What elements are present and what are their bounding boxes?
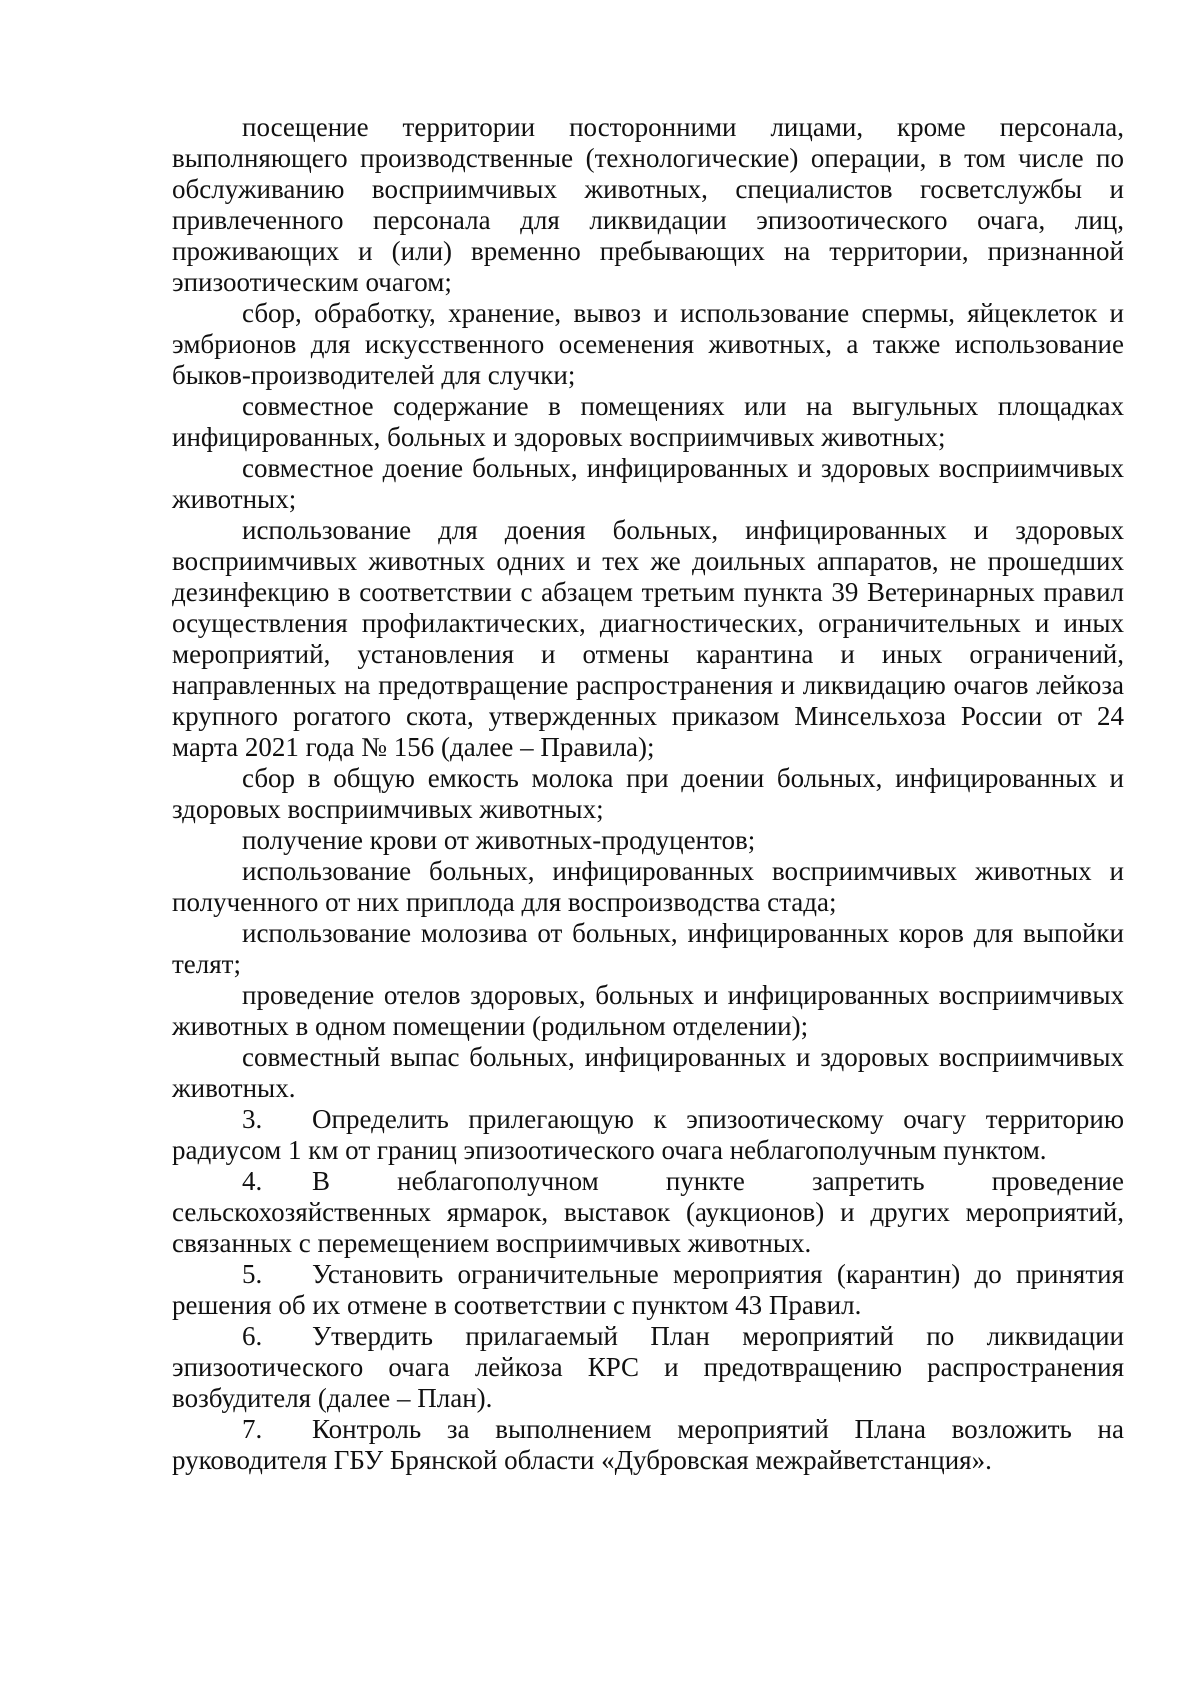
- item-4: [172, 1166, 1124, 1259]
- paragraph-joint-milking: совместное доение больных, инфицированных и здоровых восприимчивых животных;: [172, 453, 1124, 514]
- paragraph-grazing: совместный выпас больных, инфицированных и здоровых восприимчивых животных.: [172, 1042, 1124, 1103]
- paragraph-blood: получение крови от животных-продуцентов;: [242, 825, 756, 855]
- paragraph-reproduction: использование больных, инфицированных восприимчивых животных и полученного от них приплода для воспроизводства стада;: [172, 856, 1124, 917]
- item-text: Определить прилегающую к эпизоотическому очагу территорию радиусом 1 км от границ эпизоотического очага неблагополучным пунктом.: [172, 1104, 1124, 1165]
- item-6: [172, 1321, 1124, 1414]
- item-7: [172, 1414, 1124, 1476]
- item-text: Контроль за выполнением мероприятий Плана возложить на руководителя ГБУ Брянской области «Дубровская межрайветстанция».: [172, 1414, 1124, 1475]
- paragraph-milk-collection: сбор в общую емкость молока при доении больных, инфицированных и здоровых восприимчивых животных;: [172, 763, 1124, 824]
- item-text: Установить ограничительные мероприятия (карантин) до принятия решения об их отмене в соответствии с пунктом 43 Правил.: [172, 1259, 1124, 1320]
- item-number: 6.: [242, 1321, 263, 1351]
- item-text: Утвердить прилагаемый План мероприятий по ликвидации эпизоотического очага лейкоза КРС и предотвращению распространения возбудителя (далее – План).: [172, 1321, 1124, 1413]
- item-number: 3.: [242, 1104, 263, 1134]
- item-number: 5.: [242, 1259, 263, 1289]
- item-number: 7.: [242, 1414, 263, 1444]
- paragraph-milking-machines: использование для доения больных, инфицированных и здоровых восприимчивых животных одних и тех же доильных аппаратов, не прошедших дезинфекцию в соответствии с абзацем третьим пункта 39 Ветеринарных правил осуществления профилактических, диагностических, ограничительных и иных мероприятий, установления и отмены карантина и иных ограничений, направленных на предотвращение распространения и ликвидацию очагов лейкоза крупного рогатого скота, утвержденных приказом Минсельхоза России от 24 марта 2021 года № 156 (далее – Правила);: [172, 515, 1124, 762]
- paragraph-calving: проведение отелов здоровых, больных и инфицированных восприимчивых животных в одном помещении (родильном отделении);: [172, 980, 1124, 1041]
- item-number: 4.: [242, 1166, 263, 1196]
- item-text: В неблагополучном пункте запретить проведение сельскохозяйственных ярмарок, выставок (аукционов) и других мероприятий, связанных с перемещением восприимчивых животных.: [172, 1166, 1124, 1258]
- document-page: [172, 112, 1124, 1476]
- item-5: [172, 1259, 1124, 1321]
- paragraph-colostrum: использование молозива от больных, инфицированных коров для выпойки телят;: [172, 918, 1124, 979]
- paragraph-sperm-collection: сбор, обработку, хранение, вывоз и использование спермы, яйцеклеток и эмбрионов для искусственного осеменения животных, а также использование быков-производителей для случки;: [172, 298, 1124, 390]
- paragraph-visitors: посещение территории посторонними лицами, кроме персонала, выполняющего производственные (технологические) операции, в том числе по обслуживанию восприимчивых животных, специалистов госветслужбы и привлеченного персонала для ликвидации эпизоотического очага, лиц, проживающих и (или) временно пребывающих на территории, признанной эпизоотическим очагом;: [172, 112, 1124, 297]
- item-3: [172, 1104, 1124, 1166]
- paragraph-joint-keeping: совместное содержание в помещениях или на выгульных площадках инфицированных, больных и здоровых восприимчивых животных;: [172, 391, 1124, 452]
